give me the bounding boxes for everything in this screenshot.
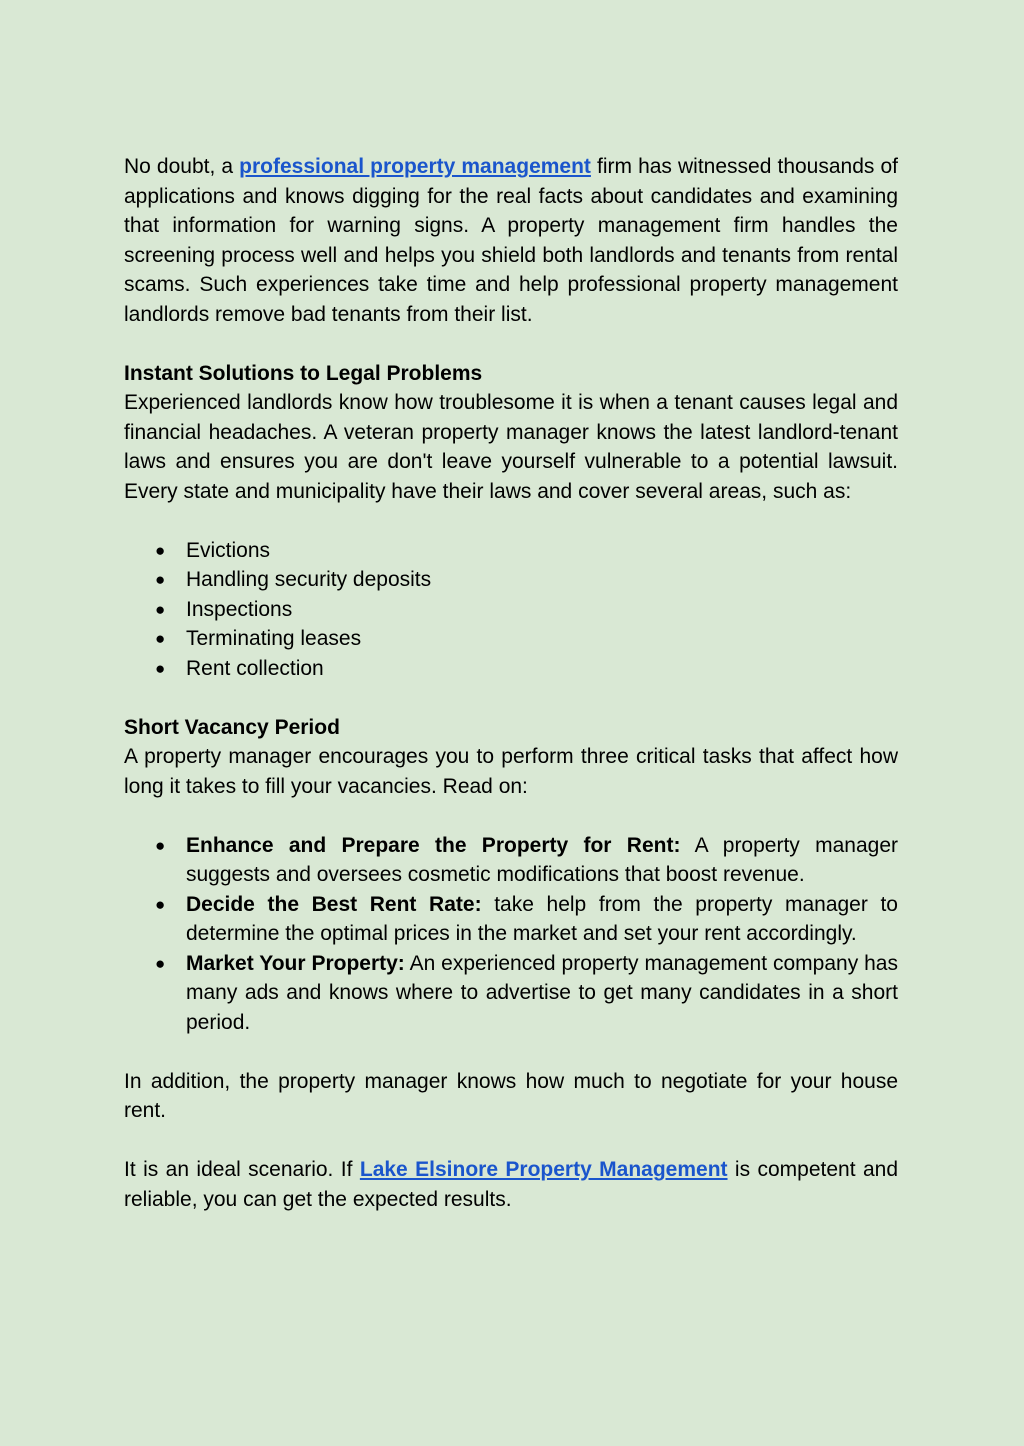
list-item: ● Enhance and Prepare the Property for Rent: A property manager suggests and oversees cosmetic modifications that boost revenue. xyxy=(186,831,898,890)
task-title: Enhance and Prepare the Property for Rent: xyxy=(186,833,681,857)
list-item: ● Rent collection xyxy=(186,654,898,684)
vacancy-heading: Short Vacancy Period xyxy=(124,715,340,739)
vacancy-tasks-list xyxy=(124,831,898,1038)
list-item: ● Terminating leases xyxy=(186,624,898,654)
legal-paragraph: Experienced landlords know how troublesome it is when a tenant causes legal and financial headaches. A veteran property manager knows the latest landlord-tenant laws and ensures you are don't leave yourself vulnerable to a potential lawsuit. Every state and municipality have their laws and cover several areas, such as: xyxy=(124,391,898,503)
intro-paragraph: No doubt, a professional property management firm has witnessed thousands of applications and knows digging for the real facts about candidates and examining that information for warning signs. A property management firm handles the screening process well and helps you shield both landlords and tenants from rental scams. Such experiences take time and help professional property management landlords remove bad tenants from their list. xyxy=(124,155,898,326)
vacancy-paragraph: A property manager encourages you to perform three critical tasks that affect how long it takes to fill your vacancies. Read on: xyxy=(124,745,898,798)
task-title: Market Your Property: xyxy=(186,951,405,975)
legal-heading: Instant Solutions to Legal Problems xyxy=(124,361,483,385)
professional-property-management-link[interactable]: professional property management xyxy=(239,155,591,178)
list-item: ● Inspections xyxy=(186,595,898,625)
closing-paragraph: It is an ideal scenario. If Lake Elsinore Property Management is competent and reliable, you can get the expected results. xyxy=(124,1158,899,1211)
document-page xyxy=(124,152,898,1214)
list-item: ● Handling security deposits xyxy=(186,565,898,595)
legal-areas-list xyxy=(124,536,898,684)
list-item: ● Market Your Property: An experienced property management company has many ads and knows where to advertise to get many candidates in a short period. xyxy=(186,949,898,1038)
addition-paragraph: In addition, the property manager knows how much to negotiate for your house rent. xyxy=(124,1069,898,1122)
list-item: ● Evictions xyxy=(186,536,898,566)
lake-elsinore-property-management-link[interactable]: Lake Elsinore Property Management xyxy=(359,1158,728,1181)
list-item: ● Decide the Best Rent Rate: take help from the property manager to determine the optimal prices in the market and set your rent accordingly. xyxy=(186,890,898,949)
task-title: Decide the Best Rent Rate: xyxy=(186,892,482,916)
